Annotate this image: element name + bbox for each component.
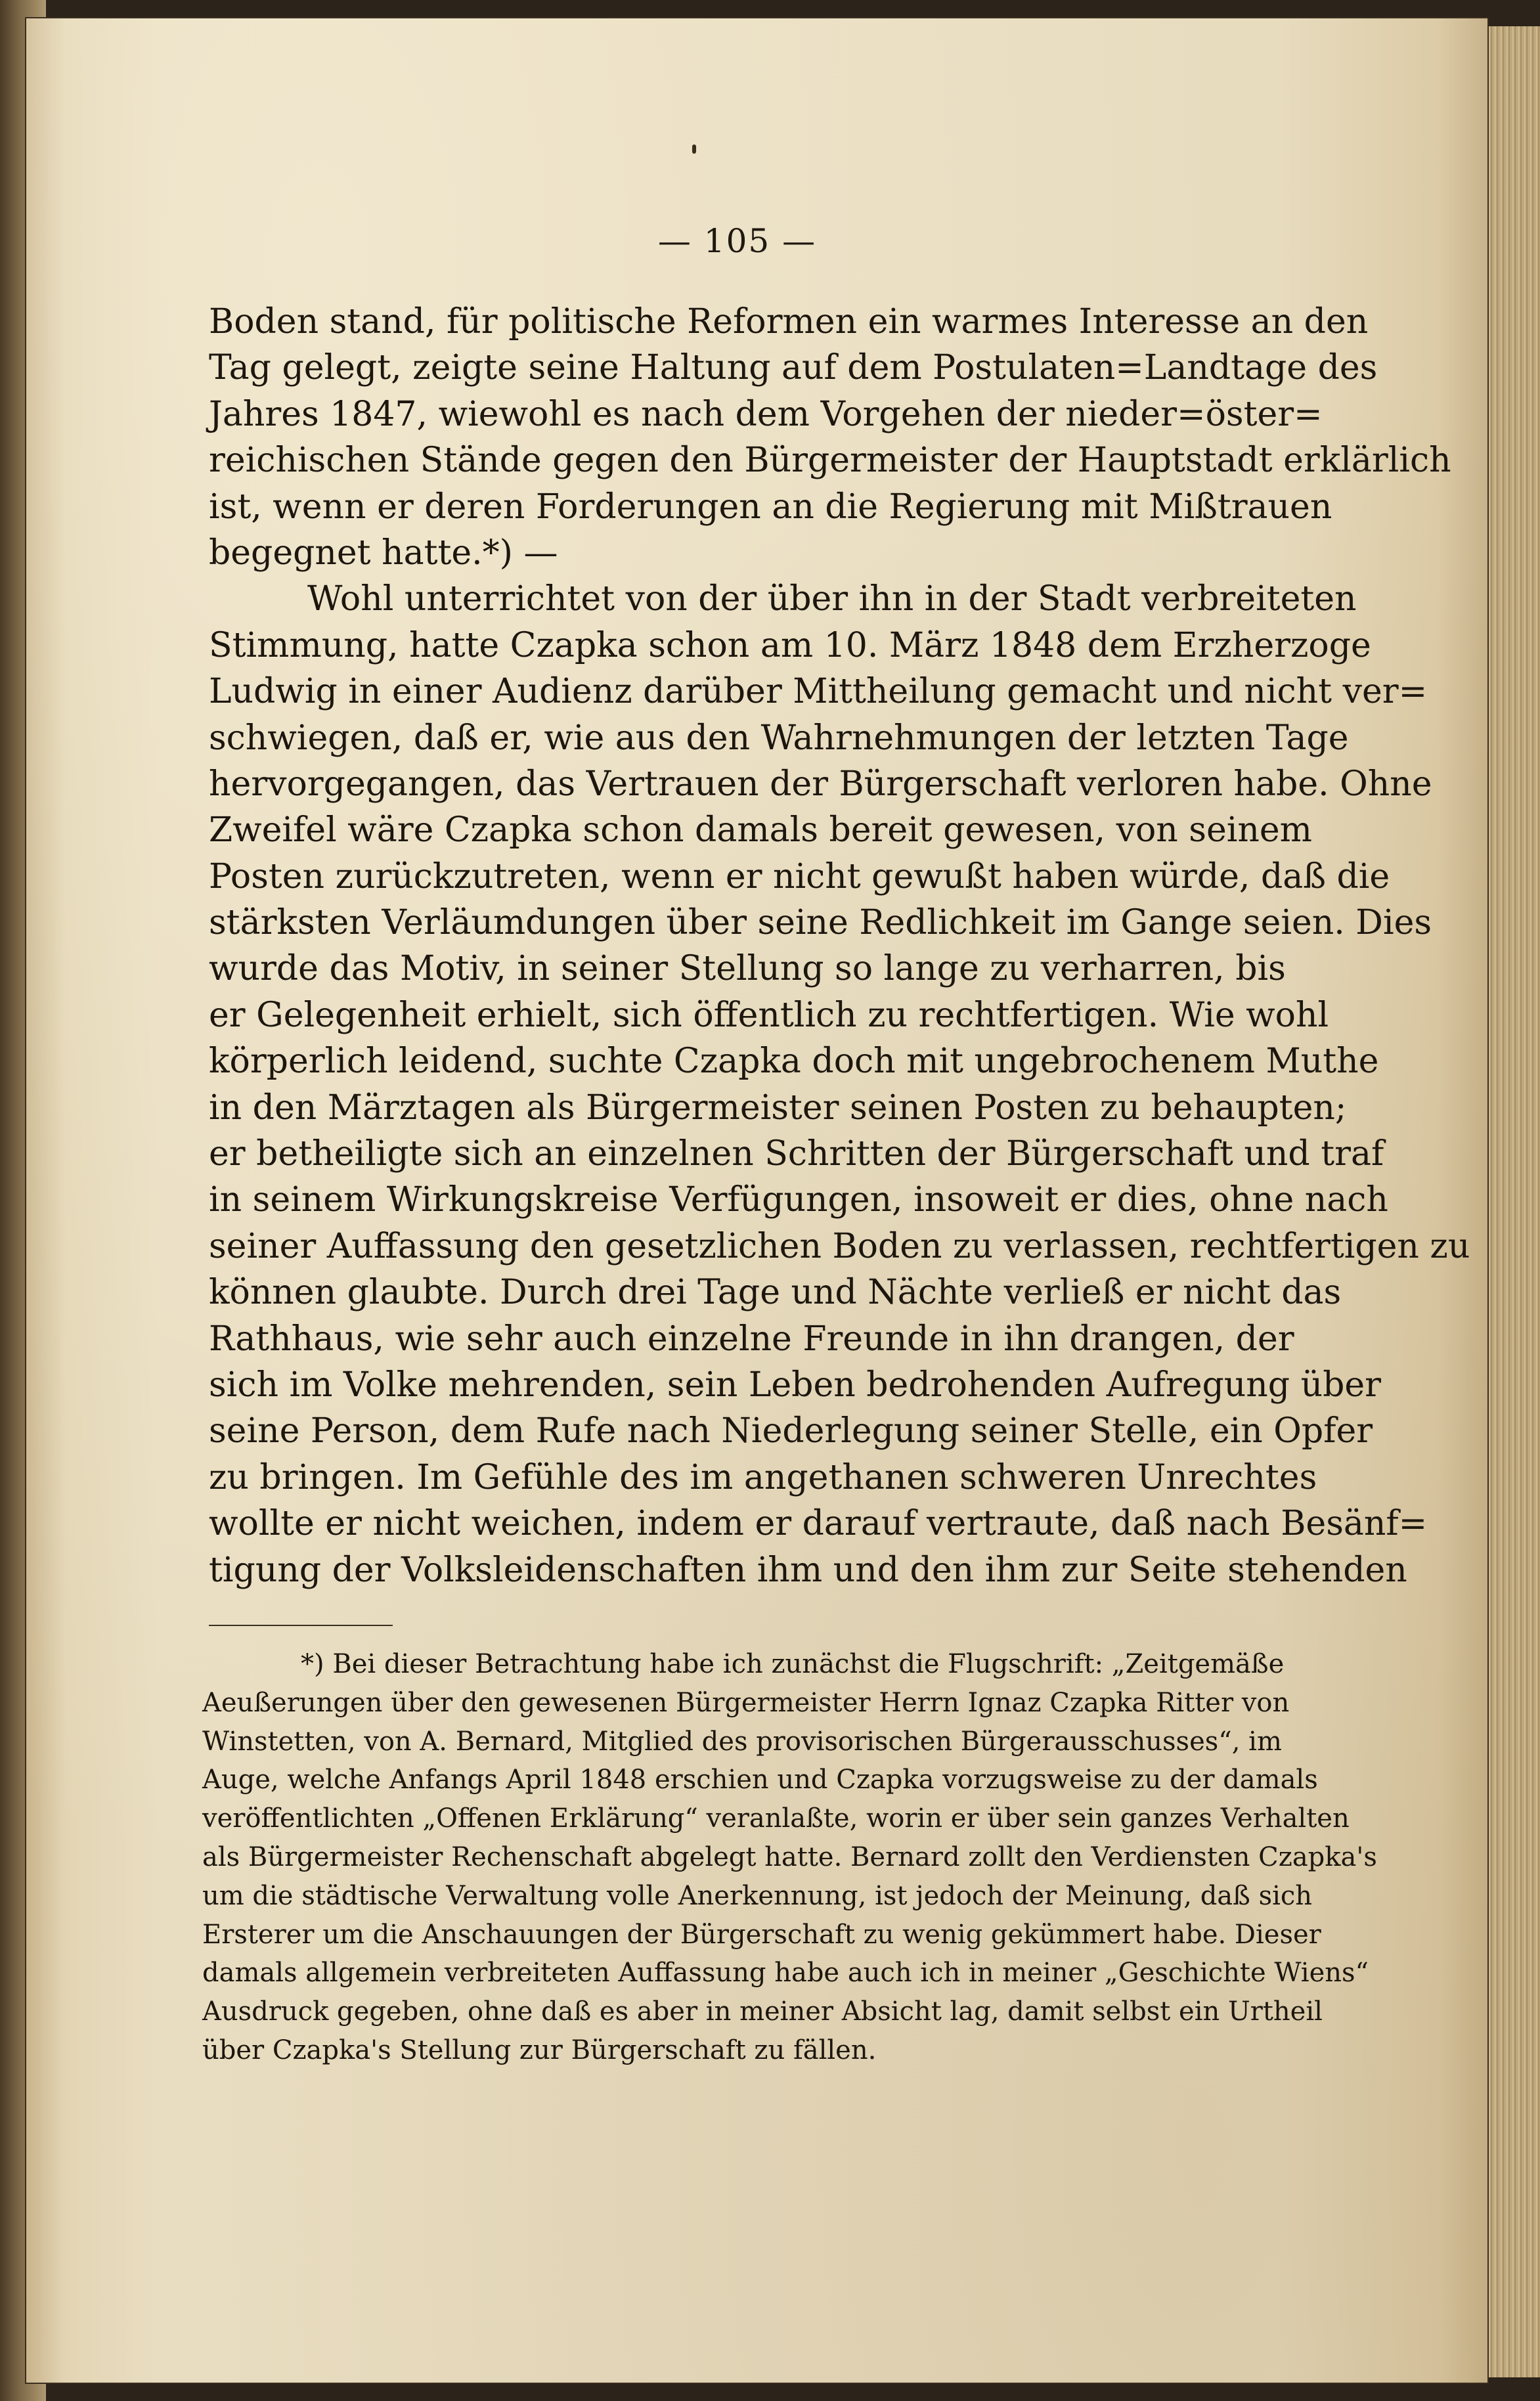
body-line: stärksten Verläumdungen über seine Redlichkeit im Gange seien. Dies	[209, 903, 1432, 943]
ink-spot	[692, 144, 696, 154]
body-line: Ludwig in einer Audienz darüber Mittheilung gemacht und nicht ver=	[209, 672, 1428, 712]
body-line: hervorgegangen, das Vertrauen der Bürgerschaft verloren habe. Ohne	[209, 764, 1432, 804]
body-line: Boden stand, für politische Reformen ein warmes Interesse an den	[209, 302, 1369, 341]
body-line: können glaubte. Durch drei Tage und Nächte verließ er nicht das	[209, 1273, 1342, 1313]
footnote-line: um die städtische Verwaltung volle Anerkennung, ist jedoch der Meinung, daß sich	[202, 1880, 1313, 1911]
body-line: wollte er nicht weichen, indem er darauf vertraute, daß nach Besänf=	[209, 1504, 1428, 1544]
body-line: schwiegen, daß er, wie aus den Wahrnehmungen der letzten Tage	[209, 718, 1349, 758]
body-line: sich im Volke mehrenden, sein Leben bedrohenden Aufregung über	[209, 1365, 1382, 1405]
page-stack-edges	[1487, 26, 1540, 2377]
body-line: ist, wenn er deren Forderungen an die Regierung mit Mißtrauen	[209, 487, 1332, 527]
body-line: seiner Auffassung den gesetzlichen Boden zu verlassen, rechtfertigen zu	[209, 1226, 1470, 1266]
body-line: in den Märztagen als Bürgermeister seinen Posten zu behaupten;	[209, 1088, 1347, 1128]
body-line: Rathhaus, wie sehr auch einzelne Freunde in ihn drangen, der	[209, 1319, 1294, 1359]
body-line: seine Person, dem Rufe nach Niederlegung seiner Stelle, ein Opfer	[209, 1411, 1373, 1451]
body-line: wurde das Motiv, in seiner Stellung so lange zu verharren, bis	[209, 949, 1286, 989]
body-line: reichischen Stände gegen den Bürgermeister der Hauptstadt erklärlich	[209, 441, 1451, 481]
body-line: Tag gelegt, zeigte seine Haltung auf dem Postulaten=Landtage des	[209, 348, 1378, 388]
body-line: Stimmung, hatte Czapka schon am 10. März 1848 dem Erzherzoge	[209, 625, 1371, 665]
body-line: in seinem Wirkungskreise Verfügungen, insoweit er dies, ohne nach	[209, 1180, 1388, 1220]
body-line: zu bringen. Im Gefühle des im angethanen schweren Unrechtes	[209, 1457, 1317, 1497]
body-text	[209, 299, 1470, 1593]
footnote-line: *) Bei dieser Betrachtung habe ich zunächst die Flugschrift: „Zeitgemäße	[301, 1649, 1285, 1679]
footnote-line: über Czapka's Stellung zur Bürgerschaft zu fällen.	[202, 2035, 877, 2065]
footnote-line: als Bürgermeister Rechenschaft abgelegt hatte. Bernard zollt den Verdiensten Czapka's	[202, 1841, 1377, 1872]
footnote-rule	[209, 1625, 393, 1626]
body-line: Jahres 1847, wiewohl es nach dem Vorgehen der nieder=öster=	[209, 394, 1323, 434]
body-line: er betheiligte sich an einzelnen Schritten der Bürgerschaft und traf	[209, 1134, 1384, 1174]
body-line: begegnet hatte.*) —	[209, 533, 558, 573]
footnote-line: Aeußerungen über den gewesenen Bürgermeister Herrn Ignaz Czapka Ritter von	[202, 1687, 1290, 1718]
footnote-line: veröffentlichten „Offenen Erklärung“ veranlaßte, worin er über sein ganzes Verhalten	[202, 1803, 1350, 1834]
footnote-line: damals allgemein verbreiteten Auffassung habe auch ich in meiner „Geschichte Wiens“	[202, 1958, 1369, 1989]
footnote-line: Ersterer um die Anschauungen der Bürgerschaft zu wenig gekümmert habe. Dieser	[202, 1919, 1321, 1950]
footnote-line: Ausdruck gegeben, ohne daß es aber in meiner Absicht lag, damit selbst ein Urtheil	[202, 1996, 1323, 2027]
body-line: Zweifel wäre Czapka schon damals bereit gewesen, von seinem	[209, 810, 1312, 850]
body-line: körperlich leidend, suchte Czapka doch mit ungebrochenem Muthe	[209, 1042, 1379, 1082]
body-line: Wohl unterrichtet von der über ihn in der Stadt verbreiteten	[307, 579, 1357, 619]
body-line: Posten zurückzutreten, wenn er nicht gewußt haben würde, daß die	[209, 856, 1390, 896]
footnote-line: Winstetten, von A. Bernard, Mitglied des provisorischen Bürgerausschusses“, im	[202, 1726, 1282, 1757]
footnotes	[202, 1645, 1377, 2070]
body-line: er Gelegenheit erhielt, sich öffentlich zu rechtfertigen. Wie wohl	[209, 995, 1329, 1035]
body-line: tigung der Volksleidenschaften ihm und den ihm zur Seite stehenden	[209, 1550, 1407, 1590]
footnote-line: Auge, welche Anfangs April 1848 erschien und Czapka vorzugsweise zu der damals	[202, 1765, 1318, 1795]
page-number: — 105 —	[657, 222, 817, 260]
